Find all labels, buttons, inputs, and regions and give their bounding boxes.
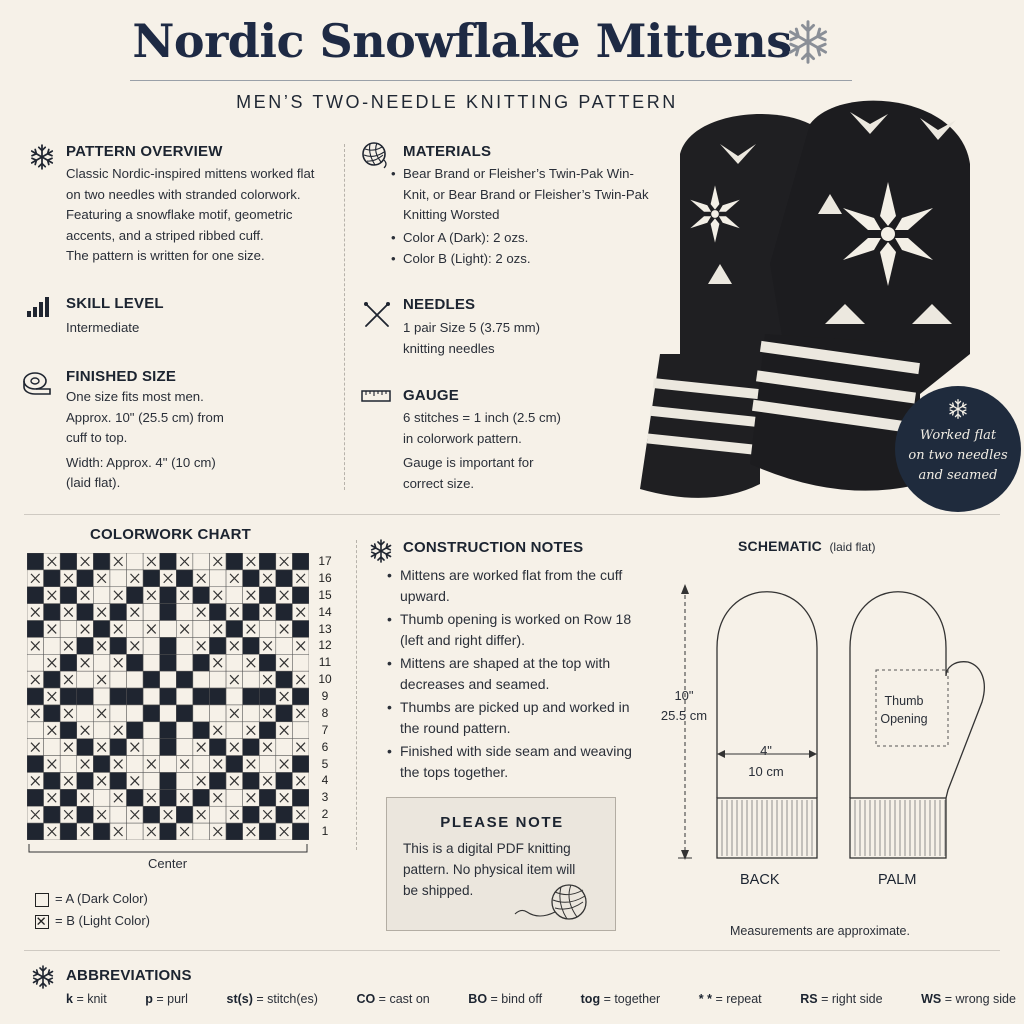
legend-item-b [35,910,150,932]
chart-cell [27,587,44,604]
size-width-line: Width: Approx. 4" (10 cm) [66,454,216,470]
chart-cell [193,553,210,570]
gauge-line: 6 stitches = 1 inch (2.5 cm) [403,410,561,425]
chart-cell [209,671,226,688]
chart-cell [93,722,110,739]
abbreviation-item: WS = wrong side [921,992,1016,1006]
chart-cell [110,671,127,688]
chart-cell [160,772,177,789]
chart-cell [243,570,260,587]
chart-cell [93,756,110,773]
chart-cell [27,553,44,570]
needles-text [403,318,643,359]
chart-heading: COLORWORK CHART [90,526,252,543]
chart-cell [209,570,226,587]
chart-cell [176,654,193,671]
chart-cell [259,722,276,739]
chart-row-number: 17 [318,554,332,568]
chart-row-number: 1 [321,824,329,839]
chart-cell [209,705,226,722]
chart-cell [110,570,127,587]
chart-cell [110,772,127,789]
chart-cell [160,789,177,806]
schematic-length-label [654,686,714,726]
chart-cell [209,688,226,705]
abbreviation-item: RS = right side [800,992,883,1006]
chart-cell [259,553,276,570]
chart-cell [292,587,309,604]
chart-cell [44,604,61,621]
chart-cell [226,587,243,604]
abbreviation-item: * * = repeat [698,992,762,1006]
chart-cell [176,772,193,789]
size-text [66,387,326,494]
abbreviation-item: CO = cast on [356,992,430,1006]
materials-list [389,164,659,270]
chart-cell [127,688,144,705]
chart-cell [243,671,260,688]
chart-cell [176,806,193,823]
materials-heading: MATERIALS [403,143,492,160]
chart-cell [27,722,44,739]
chart-cell [209,604,226,621]
chart-cell [160,587,177,604]
yarn-ball-icon [360,140,390,170]
chart-cell [292,823,309,840]
chart-cell [44,739,61,756]
chart-cell [259,654,276,671]
chart-cell [160,756,177,773]
legend-text: = B (Light Color) [55,913,151,928]
chart-cell [276,705,293,722]
needles-heading: NEEDLES [403,296,476,313]
chart-row-number: 11 [318,655,332,670]
chart-row-number: 15 [318,587,332,602]
chart-cell [60,823,77,840]
schematic-heading-suffix: (laid flat) [829,540,876,554]
size-line: cuff to top. [66,430,128,445]
chart-cell [93,654,110,671]
chart-cell [143,688,160,705]
yarn-ball-icon [511,878,601,928]
chart-cell [276,739,293,756]
legend-x-box [35,915,49,929]
chart-cell [292,688,309,705]
chart-cell [93,621,110,638]
chart-cell [226,553,243,570]
chart-cell [143,654,160,671]
materials-item: • Color B (Light): 2 ozs. [389,249,659,270]
chart-cell [27,621,44,638]
chart-row-number: 12 [318,638,332,653]
chart-cell [160,654,177,671]
chart-cell [276,772,293,789]
chart-legend [35,888,150,932]
chart-cell [93,789,110,806]
needles-line: knitting needles [403,340,495,356]
chart-cell [259,823,276,840]
width-cm: 10 cm [748,764,784,779]
back-label: BACK [740,872,780,888]
chart-row-number: 6 [321,739,329,754]
chart-cell [176,688,193,705]
chart-cell [93,587,110,604]
overview-text [66,164,356,267]
chart-cell [276,671,293,688]
chart-cell [160,705,177,722]
chart-cell [77,637,94,654]
chart-cell [193,671,210,688]
width-inches: 4" [760,743,772,758]
please-note-box [386,797,616,931]
size-line: One size fits most men. [66,389,204,404]
chart-cell [193,705,210,722]
thumb-opening-label [874,692,934,728]
chart-row-number: 10 [318,672,332,687]
note-line: be shipped. [403,883,474,898]
chart-cell [209,772,226,789]
chart-cell [226,756,243,773]
chart-cell [93,823,110,840]
schematic-footnote: Measurements are approximate. [730,924,910,938]
chart-cell [226,621,243,638]
chart-row-number: 3 [321,790,329,805]
chart-cell [127,654,144,671]
badge-line: and seamed [918,468,998,483]
note-line: This is a digital PDF knitting [403,841,571,856]
chart-cell [143,722,160,739]
materials-item: • Color A (Dark): 2 ozs. [389,228,659,249]
chart-cell [209,806,226,823]
chart-cell [176,604,193,621]
construction-item: • Thumb opening is worked on Row 18 (left and right differ). [386,609,648,651]
construction-item: • Thumbs are picked up and worked in the round pattern. [386,697,648,739]
badge-line: on two needles [908,448,1008,463]
chart-cell [27,688,44,705]
chart-cell [110,604,127,621]
chart-cell [77,671,94,688]
chart-cell [127,756,144,773]
chart-cell [27,756,44,773]
chart-cell [226,823,243,840]
snowflake-icon [947,398,969,420]
skill-heading: SKILL LEVEL [66,295,164,312]
schematic-heading-wrap [738,538,875,556]
abbreviations-row [66,992,1016,1006]
snowflake-icon [368,538,394,564]
chart-row-number: 7 [321,722,329,737]
chart-cell [143,806,160,823]
chart-cell [77,604,94,621]
tape-measure-icon [22,370,52,396]
snowflake-icon [30,964,56,990]
thumb-line: Thumb [884,694,924,708]
chart-cell [176,722,193,739]
chart-cell [110,637,127,654]
chart-cell [243,705,260,722]
chart-cell [193,688,210,705]
chart-cell [110,688,127,705]
size-line: Approx. 10" (25.5 cm) from [66,409,224,425]
chart-cell [292,722,309,739]
chart-cell [193,587,210,604]
gauge-note-line: correct size. [403,475,475,491]
chart-cell [176,671,193,688]
legend-text: = A (Dark Color) [55,891,148,906]
overview-line: accents, and a striped ribbed cuff. [66,227,264,243]
chart-cell [160,823,177,840]
construction-heading: CONSTRUCTION NOTES [403,539,584,556]
snowflake-icon [784,16,832,68]
chart-cell [276,806,293,823]
center-bracket [27,842,309,854]
chart-cell [60,587,77,604]
badge-text [895,426,1021,486]
chart-cell [77,688,94,705]
chart-cell [160,722,177,739]
section-divider [24,950,1000,951]
chart-cell [60,621,77,638]
chart-cell [143,739,160,756]
chart-cell [276,604,293,621]
thumb-line: Opening [880,712,928,726]
chart-cell [110,739,127,756]
chart-row-number: 9 [321,689,329,704]
chart-cell [60,789,77,806]
bar-chart-icon [26,296,52,318]
legend-empty-box [35,893,49,907]
worked-flat-badge [895,386,1021,512]
chart-cell [160,604,177,621]
overview-line: on two needles with stranded colorwork. [66,186,301,202]
chart-row-number: 16 [318,570,332,585]
chart-cell [127,621,144,638]
gauge-line: in colorwork pattern. [403,430,522,446]
ruler-icon [361,389,391,403]
chart-cell [160,621,177,638]
chart-cell [176,570,193,587]
chart-cell [77,570,94,587]
chart-cell [127,705,144,722]
abbreviation-item: p = purl [145,992,188,1006]
chart-cell [110,806,127,823]
column-divider [356,540,357,850]
chart-cell [193,756,210,773]
chart-row-number: 14 [318,604,332,619]
column-divider [344,144,345,490]
chart-cell [243,604,260,621]
chart-row-number: 2 [321,807,329,822]
chart-cell [276,570,293,587]
chart-cell [60,654,77,671]
chart-cell [143,637,160,654]
schematic-heading: SCHEMATIC [738,538,822,554]
chart-cell [226,722,243,739]
chart-cell [176,739,193,756]
chart-cell [127,587,144,604]
needles-line: 1 pair Size 5 (3.75 mm) [403,320,541,335]
chart-cell [143,570,160,587]
chart-center-label: Center [148,856,188,871]
chart-cell [243,772,260,789]
abbreviation-item: st(s) = stitch(es) [226,992,318,1006]
chart-cell [60,553,77,570]
page-subtitle: MEN’S TWO-NEEDLE KNITTING PATTERN [236,92,678,112]
knitting-needles-icon [362,300,392,330]
chart-cell [176,705,193,722]
gauge-note-line: Gauge is important for [403,455,534,470]
chart-row-numbers [312,553,338,840]
page-title: Nordic Snowflake Mittens [132,14,792,68]
chart-cell [143,705,160,722]
chart-cell [110,705,127,722]
chart-cell [160,553,177,570]
chart-cell [44,637,61,654]
chart-cell [243,637,260,654]
chart-cell [44,705,61,722]
chart-cell [193,823,210,840]
title-divider [130,80,852,81]
chart-cell [276,637,293,654]
construction-list [386,565,648,784]
chart-cell [243,806,260,823]
chart-cell [77,772,94,789]
abbreviation-item: tog = together [580,992,661,1006]
chart-cell [209,637,226,654]
chart-row-number: 13 [318,621,332,636]
construction-item: • Mittens are shaped at the top with decreases and seamed. [386,653,648,695]
chart-cell [127,671,144,688]
schematic-drawing [670,578,1000,868]
chart-cell [60,688,77,705]
chart-cell [226,688,243,705]
abbreviations-heading: ABBREVIATIONS [66,967,192,984]
chart-cell [292,756,309,773]
abbreviation-item: BO = bind off [468,992,543,1006]
chart-cell [243,688,260,705]
overview-line: Classic Nordic-inspired mittens worked flat [66,166,315,181]
gauge-heading: GAUGE [403,387,460,404]
chart-cell [127,553,144,570]
chart-cell [176,637,193,654]
chart-cell [160,671,177,688]
chart-cell [209,739,226,756]
overview-line: Featuring a snowflake motif, geometric [66,207,293,222]
chart-cell [193,654,210,671]
chart-row-number: 8 [321,705,329,720]
materials-item: • Bear Brand or Fleisher’s Twin-Pak Win-Knit, or Bear Brand or Fleisher’s Twin-Pak Knitting Worsted [389,164,659,226]
badge-line: Worked flat [919,428,997,443]
chart-cell [27,789,44,806]
overview-line: The pattern is written for one size. [66,248,265,263]
chart-row-number: 5 [321,756,329,771]
chart-cell [77,806,94,823]
chart-cell [259,621,276,638]
palm-label: PALM [878,872,917,888]
chart-cell [259,789,276,806]
overview-heading: PATTERN OVERVIEW [66,143,223,160]
colorwork-chart [27,553,309,840]
section-divider [24,514,1000,515]
chart-cell [44,671,61,688]
chart-cell [226,789,243,806]
chart-cell [160,739,177,756]
chart-cell [292,789,309,806]
abbreviation-item: k = knit [66,992,107,1006]
chart-cell [60,722,77,739]
chart-cell [160,688,177,705]
chart-cell [226,654,243,671]
legend-item-a [35,888,150,910]
chart-cell [243,739,260,756]
length-inches: 10" [674,688,694,703]
snowflake-icon [28,143,56,171]
skill-value: Intermediate [66,320,140,335]
size-heading: FINISHED SIZE [66,368,177,385]
chart-cell [44,772,61,789]
chart-cell [44,570,61,587]
chart-cell [292,654,309,671]
chart-cell [77,739,94,756]
chart-cell [44,806,61,823]
chart-cell [127,789,144,806]
chart-cell [93,688,110,705]
note-heading: PLEASE NOTE [440,814,564,831]
construction-item: • Finished with side seam and weaving the tops together. [386,741,648,783]
chart-row-number: 4 [321,773,329,788]
schematic-width-label [736,740,796,782]
chart-cell [60,756,77,773]
chart-cell [160,637,177,654]
chart-cell [27,654,44,671]
chart-cell [193,789,210,806]
chart-cell [193,722,210,739]
chart-cell [77,705,94,722]
chart-cell [127,722,144,739]
chart-cell [143,671,160,688]
chart-cell [259,688,276,705]
chart-cell [193,621,210,638]
length-cm: 25.5 cm [660,708,708,723]
chart-cell [259,756,276,773]
chart-cell [27,823,44,840]
chart-cell [143,604,160,621]
chart-cell [292,553,309,570]
chart-cell [259,587,276,604]
chart-cell [143,772,160,789]
chart-cell [127,823,144,840]
note-line: pattern. No physical item will [403,862,576,877]
size-width-line: (laid flat). [66,475,121,490]
construction-item: • Mittens are worked flat from the cuff upward. [386,565,648,607]
chart-cell [93,553,110,570]
chart-cell [292,621,309,638]
